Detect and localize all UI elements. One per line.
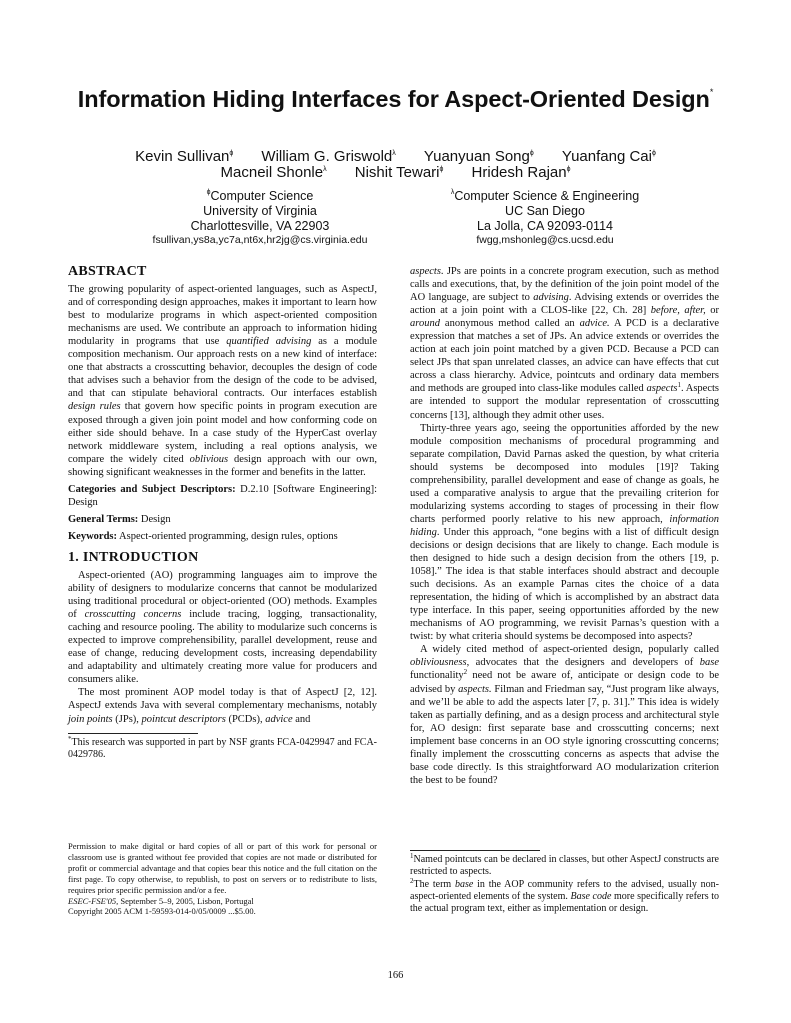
author: Hridesh Rajan$^ɸ$ — [471, 164, 571, 181]
abstract-text: The growing popularity of aspect-oriented languages, such as AspectJ, and of corresponding design approaches, makes it important to learn how best to modularize programs in which aspect-oriented composition mechanisms are used. We contribute an approach to information hiding modularity in programs that use quantified advising as a module composition mechanism. Our approach rests on a new kind of interface: one that abstracts a crosscutting behavior, decouples the design of code that advises such a behavior from the design of the code to be advised, and that can stipulate behavioral contracts. Our interfaces establish design rules that govern how specific points in program execution are exposed through a given join point model and how conforming code on either side should behave. In a case study of the HyperCast overlay network middleware system, including a real options analysis, we compare the widely cited oblivious design approach with our own, showing significant weaknesses in the former and benefits in the latter. — [68, 284, 377, 478]
author: Yuanfang Cai$^ɸ$ — [561, 148, 656, 165]
paper-title — [0, 86, 791, 113]
author: Kevin Sullivan$^ɸ$ — [135, 148, 234, 165]
author: Nishit Tewari$^ɸ$ — [354, 164, 444, 181]
affiliation-virginia: $^ɸ$Computer Science University of Virginia Charlottesville, VA 22903 fsullivan,ys8a,yc7a,nt6x,hr2jg@cs.virginia.edu — [110, 186, 410, 248]
footnote-rule — [68, 733, 198, 734]
author: Macneil Shonle$^\lambda$ — [220, 164, 327, 181]
author-line-1 — [0, 148, 791, 165]
keywords: Keywords: Aspect-oriented programming, design rules, options — [68, 530, 338, 542]
permission-notice: Permission to make digital or hard copies of all or part of this work for personal or classroom use is granted without fee provided that copies are not made or distributed for profit or commercial advantage and that copies bear this notice and the full citation on the first page. To copy otherwise, to republish, to post on servers or to redistribute to lists, requires prior specific permission and/or a fee. ESEC-FSE'05, September 5–9, 2005, Lisbon, Portugal Copyright 2005 ACM 1-59593-014-0/05/0009 ...$5.00. — [68, 841, 377, 917]
right-footnotes — [410, 850, 719, 916]
email-virginia: fsullivan,ys8a,yc7a,nt6x,hr2jg@cs.virginia.edu — [152, 234, 368, 247]
title-footnote-mark: * — [709, 87, 714, 97]
intro-paragraph-1: Aspect-oriented (AO) programming languages aim to improve the ability of designers to modularize concerns that cannot be modularized using traditional procedural or object-oriented (OO) methods. Examples of crosscutting concerns include tracing, logging, transactionality, caching and resource pooling. The ability to modularize such concerns is expected to improve comprehensibility, parallel development, reuse and ease of change, reducing development costs, increasing dependability and adaptability and ultimately creating more value for producers and consumers alike. — [68, 569, 377, 686]
page-number: 166 — [387, 970, 404, 981]
footnote-funding: *This research was supported in part by NSF grants FCA-0429947 and FCA-0429786. — [68, 734, 377, 760]
intro-paragraph-2: The most prominent AOP model today is that of AspectJ [2, 12]. AspectJ extends Java with several complementary mechanisms, notably join points (JPs), pointcut descriptors (PCDs), advice and — [68, 687, 377, 725]
general-terms: General Terms: Design — [68, 513, 171, 525]
author: William G. Griswold$^\lambda$ — [261, 148, 396, 165]
right-paragraph-1: aspects. JPs are points in a concrete program execution, such as method calls and executions, that, by the definition of the join point model of the AO language, are subject to advising. Advising extends or overrides the action at a join point with a CLOS-like [22, Ch. 28] before, after, or around anonymous method called an advice. A PCD is a declarative expression that matches a set of JPs. An advice extends or overrides the action at each join point matched by a given PCD. Because a PCD can select JPs that span unrelated classes, an advice can have effects that cut across a class hierarchy. Advice, pointcuts and ordinary data members and methods are grouped into class-like modules called aspects$^1$. Aspects are intended to support the modular representation of crosscutting concerns [13], although they admit other uses. — [410, 266, 720, 421]
email-ucsd: fwgg,mshonleg@cs.ucsd.edu — [476, 234, 614, 247]
left-column — [68, 265, 377, 761]
title-text: Information Hiding Interfaces for Aspect-Oriented Design — [77, 86, 710, 112]
right-paragraph-3: A widely cited method of aspect-oriented design, popularly called obliviousness, advocates that the designers and developers of base functionality$^2$ need not be aware of, anticipate or design code to be advised by aspects. Filman and Friedman say, “Just program like always, and we’ll be able to add the aspects later [7, p. 31].” This idea is widely taken as partially defining, and as a design process and architectural style for, AO design: first separate base and crosscutting concerns; next implement base concerns in an OO style ignoring crosscutting concerns; finally implement the crosscutting concerns as aspects that advise the base code directly. Is this straightforward AO modularization criterion the best to be found? — [410, 644, 719, 786]
abstract-heading: ABSTRACT — [68, 264, 147, 279]
footnote-1: $^1$Named pointcuts can be declared in classes, but other AspectJ constructs are restricted to aspects. — [410, 852, 719, 877]
author: Yuanyuan Song$^ɸ$ — [423, 148, 534, 165]
categories: Categories and Subject Descriptors: D.2.10 [Software Engineering]: Design — [68, 483, 377, 508]
footnote-2: $^2$The term base in the AOP community refers to the advised, usually non-aspect-oriented elements of the system. Base code more specifically refers to the actual program text, either as implementation or design. — [410, 877, 719, 914]
affiliation-ucsd: $^\lambda$Computer Science & Engineering UC San Diego La Jolla, CA 92093-0114 fwgg,mshonleg@cs.ucsd.edu — [395, 186, 695, 248]
intro-heading: 1. INTRODUCTION — [68, 549, 199, 565]
right-paragraph-2: Thirty-three years ago, seeing the opportunities afforded by the new module composition mechanisms of procedural programming and separate compilation, David Parnas asked the question, by what criteria should systems be decomposed into modules [19]? Taking comprehensibility, parallel development and ease of change as goals, he used a comparative analysis to argue that the prevailing criterion for modularizing systems according to stages of processing in their flow charts performed poorly relative to his new approach, information hiding. Under this approach, “one begins with a list of difficult design decisions or design decisions that are likely to change. Each module is then designed to hide such a design decision from the others [19, p. 1058].” The idea is that stable interfaces should abstract and decouple such decisions. As an example Parnas cites the choice of a data representation, the hiding of which is accomplished by an abstract data type interface. In this paper, seeing opportunities afforded by the new mechanisms of AO programming, we revisit Parnas’s question with a twist: by what criteria should systems be decomposed into aspects? — [410, 422, 719, 643]
footnote-rule — [410, 850, 540, 851]
right-column — [410, 265, 719, 787]
author-line-2 — [0, 164, 791, 181]
